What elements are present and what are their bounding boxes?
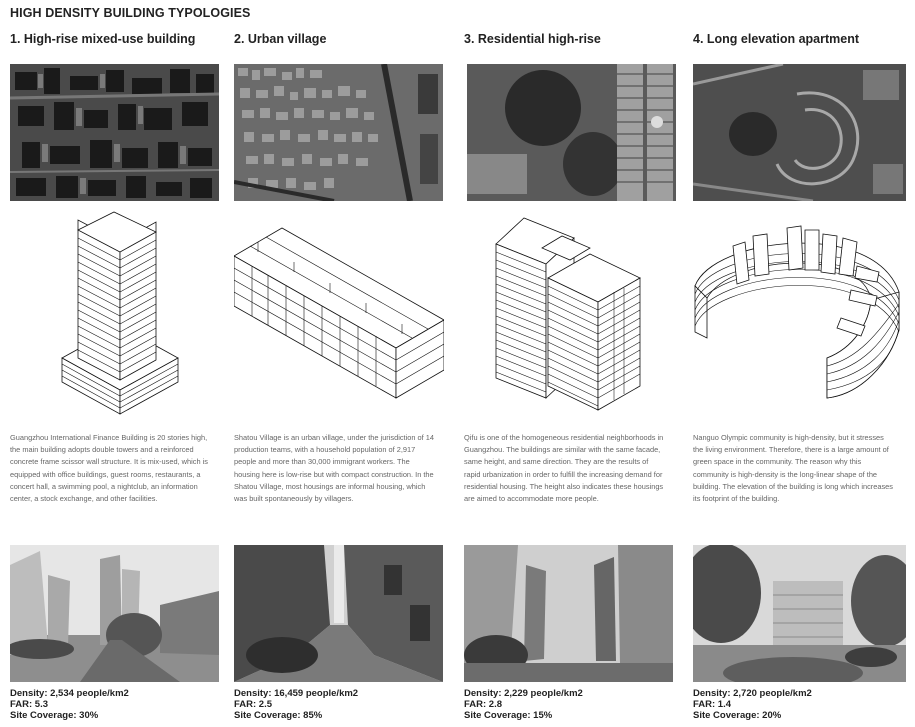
density-value: Density: 16,459 people/km2 xyxy=(234,688,359,699)
far-value: FAR: 1.4 xyxy=(693,699,732,710)
aerial-photo xyxy=(693,64,906,201)
far-value: FAR: 5.3 xyxy=(10,699,49,710)
axonometric-drawing xyxy=(234,208,444,418)
typology-title: 2. Urban village xyxy=(234,32,327,46)
typology-description: Qifu is one of the homogeneous residential neighborhoods in Guangzhou. The buildings are similar with the same facade, same height, and same direction. They are the results of rapid urbanization in order to fulfill the increasing demand for residential housing. The height also indicates these housings are aimed to accommodate more people. xyxy=(464,433,664,504)
typology-stats xyxy=(464,688,583,721)
far-value: FAR: 2.5 xyxy=(234,699,273,710)
far-value: FAR: 2.8 xyxy=(464,699,503,710)
page-title: HIGH DENSITY BUILDING TYPOLOGIES xyxy=(10,6,251,20)
street-photo xyxy=(10,545,219,682)
site-coverage-value: Site Coverage: 20% xyxy=(693,710,782,721)
axonometric-drawing xyxy=(10,208,220,418)
typology-description: Guangzhou International Finance Building is 20 stories high, the main building adopts double towers and a reinforced concrete frame scissor wall structure. It is mix-used, which is equipped with office buildings, guest rooms, restaurants, a concert hall, a swimming pool, a nightclub, an information center, a stock exchange, and other facilities. xyxy=(10,433,208,504)
site-coverage-value: Site Coverage: 85% xyxy=(234,710,323,721)
typology-stats xyxy=(234,688,358,721)
street-photo xyxy=(234,545,443,682)
aerial-photo xyxy=(467,64,676,201)
typology-description: Shatou Village is an urban village, under the jurisdiction of 14 production teams, with a household population of 2,917 people and more than 30,000 immigrant workers. The housing here is low-rise but with compact construction. In the Shatou Village, most housings are informal housing, which was built spontaneously by villagers. xyxy=(234,433,434,504)
typology-residential-high-rise xyxy=(464,0,674,727)
axonometric-drawing xyxy=(464,208,674,418)
typology-long-elevation-apartment xyxy=(693,0,903,727)
density-value: Density: 2,720 people/km2 xyxy=(693,688,812,699)
typology-title: 1. High-rise mixed-use building xyxy=(10,32,196,46)
site-coverage-value: Site Coverage: 15% xyxy=(464,710,553,721)
typology-stats xyxy=(10,688,129,721)
aerial-photo xyxy=(234,64,443,201)
aerial-photo xyxy=(10,64,219,201)
density-value: Density: 2,229 people/km2 xyxy=(464,688,583,699)
street-photo xyxy=(693,545,906,682)
street-photo xyxy=(464,545,673,682)
typology-description: Nanguo Olympic community is high-density, but it stresses the living environment. Therefore, there is a large amount of green space in the community. The reason why this community is high-density is the long-linear shape of the building. The elevation of the building is long which increases its footprint of the building. xyxy=(693,433,893,504)
typology-high-rise-mixed-use xyxy=(10,0,220,727)
typology-urban-village xyxy=(234,0,444,727)
axonometric-drawing xyxy=(693,208,903,418)
typology-title: 3. Residential high-rise xyxy=(464,32,601,46)
density-value: Density: 2,534 people/km2 xyxy=(10,688,129,699)
typology-stats xyxy=(693,688,812,721)
site-coverage-value: Site Coverage: 30% xyxy=(10,710,99,721)
typology-title: 4. Long elevation apartment xyxy=(693,32,860,46)
